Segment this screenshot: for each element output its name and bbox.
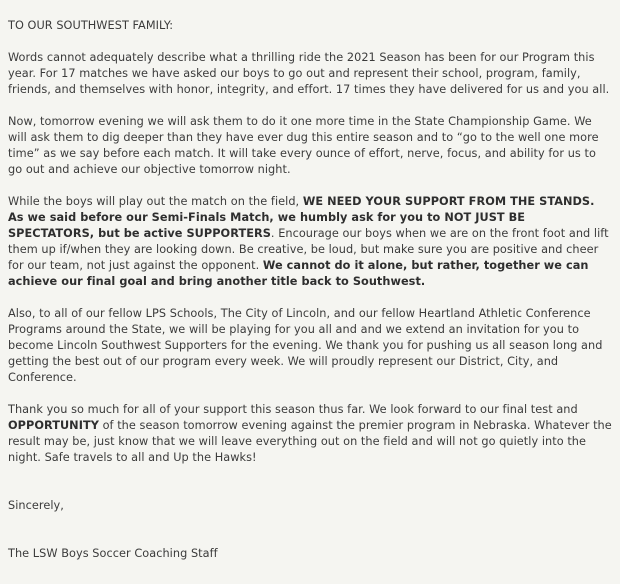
paragraph-championship: Now, tomorrow evening we will ask them to do it one more time in the State Championship Game. We will ask them to dig deeper than they have ever dug this entire season and to “go to the well one more time” as we say before each match. It will take every ounce of effort, nerve, focus, and ability for us to go out and achieve our objective tomorrow night. — [8, 115, 599, 176]
closing: Sincerely, — [8, 499, 64, 512]
support-callout: WE NEED YOUR SUPPORT FROM THE STANDS. As we said before our Semi-Finals Match, we humbly ask for you to NOT JUST BE SPECTATORS, but be active SUPPORTERS — [8, 195, 595, 240]
salutation: TO OUR SOUTHWEST FAMILY: — [8, 19, 174, 32]
thanks-text-a: Thank you so much for all of your support this season thus far. We look forward to our final test and — [8, 403, 578, 416]
support-text-a: While the boys will play out the match on the field, — [8, 195, 303, 208]
paragraph-season: Words cannot adequately describe what a thrilling ride the 2021 Season has been for our Program this year. For 17 matches we have asked our boys to go out and represent their school, program, family, friends, and themselves with honor, integrity, and effort. 17 times they have delivered for us and you all. — [8, 51, 610, 96]
signature: The LSW Boys Soccer Coaching Staff — [8, 547, 218, 560]
support-text-c: . Encourage our boys when we are on the front foot and lift them up if/when they are looking down. Be creative, be loud, but make sure you are positive and cheer for our team, not just against the opponent. — [8, 227, 609, 272]
thanks-text-c: of the season tomorrow evening against the premier program in Nebraska. Whatever the result may be, just know that we will leave everything out on the field and will not go quietly into the night. Safe travels to all and Up the Hawks! — [8, 419, 612, 464]
paragraph-thanks — [8, 402, 612, 466]
paragraph-support — [8, 194, 612, 290]
paragraph-community: Also, to all of our fellow LPS Schools, The City of Lincoln, and our fellow Heartland Athletic Conference Programs around the State, we will be playing for you all and and we extend an invitation for you to become Lincoln Southwest Supporters for the evening. We thank you for pushing us all season long and getting the best out of our program every week. We will proudly represent our District, City, and Conference. — [8, 307, 603, 384]
opportunity-emphasis: OPPORTUNITY — [8, 419, 99, 432]
support-goal: We cannot do it alone, but rather, together we can achieve our final goal and bring another title back to Southwest. — [8, 259, 589, 288]
letter-body — [8, 18, 612, 578]
